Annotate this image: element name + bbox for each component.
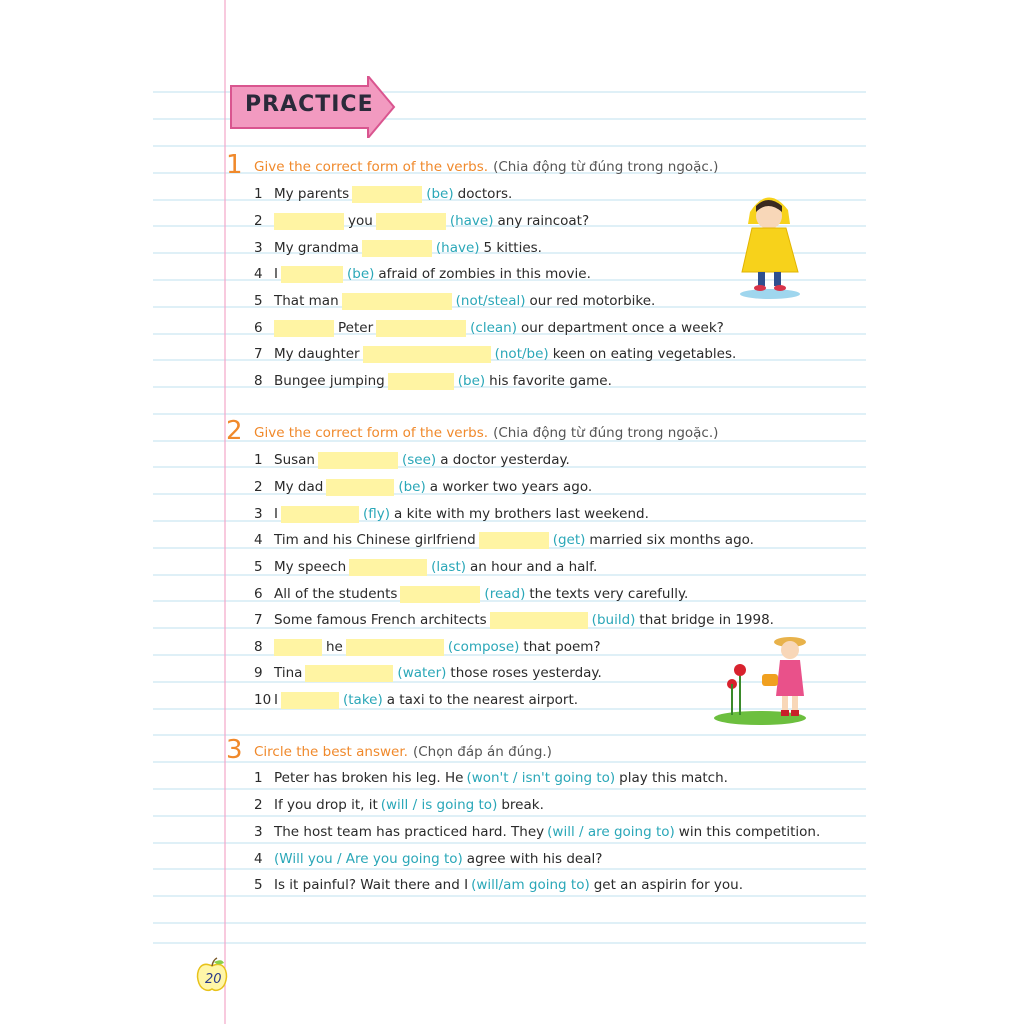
answer-blank[interactable] bbox=[281, 506, 359, 523]
section-instruction bbox=[254, 424, 718, 442]
item-text: any raincoat? bbox=[497, 213, 590, 229]
item-text: win this competition. bbox=[678, 824, 821, 840]
exercise-item bbox=[254, 291, 658, 311]
item-text: get an aspirin for you. bbox=[593, 877, 744, 893]
exercise-item bbox=[254, 637, 604, 657]
item-text: Peter has broken his leg. He bbox=[274, 770, 464, 786]
answer-options[interactable]: (Will you / Are you going to) bbox=[274, 851, 463, 867]
exercise-item bbox=[254, 238, 545, 258]
item-text: play this match. bbox=[619, 770, 728, 786]
verb-hint: (clean) bbox=[470, 320, 517, 336]
answer-options[interactable]: (won't / isn't going to) bbox=[466, 770, 616, 786]
item-text: My dad bbox=[274, 479, 324, 495]
item-text: All of the students bbox=[274, 586, 398, 602]
answer-blank[interactable] bbox=[349, 559, 427, 576]
instruction-text: Give the correct form of the verbs. bbox=[254, 425, 489, 441]
answer-blank[interactable] bbox=[352, 186, 422, 203]
item-text: that poem? bbox=[523, 639, 601, 655]
exercise-item bbox=[254, 450, 573, 470]
item-text: keen on eating vegetables. bbox=[552, 346, 737, 362]
answer-blank[interactable] bbox=[274, 213, 344, 230]
exercise-item bbox=[254, 504, 652, 524]
item-number: 8 bbox=[254, 639, 263, 655]
answer-blank[interactable] bbox=[388, 373, 454, 390]
verb-hint: (not/be) bbox=[494, 346, 549, 362]
item-text: Bungee jumping bbox=[274, 373, 385, 389]
verb-hint: (compose) bbox=[447, 639, 520, 655]
item-text: doctors. bbox=[457, 186, 513, 202]
item-text: My daughter bbox=[274, 346, 360, 362]
verb-hint: (read) bbox=[484, 586, 526, 602]
item-text: the texts very carefully. bbox=[529, 586, 689, 602]
item-text: Peter bbox=[338, 320, 374, 336]
verb-hint: (build) bbox=[591, 612, 636, 628]
item-text: that bridge in 1998. bbox=[639, 612, 774, 628]
answer-options[interactable]: (will/am going to) bbox=[471, 877, 590, 893]
item-text: a doctor yesterday. bbox=[440, 452, 570, 468]
item-number: 3 bbox=[254, 506, 263, 522]
instruction-translation: (Chia động từ đúng trong ngoặc.) bbox=[493, 425, 719, 441]
exercise-item bbox=[254, 557, 600, 577]
page-number: 20 bbox=[205, 972, 222, 987]
answer-options[interactable]: (will / is going to) bbox=[380, 797, 498, 813]
section-instruction bbox=[254, 158, 718, 176]
item-text: Tim and his Chinese girlfriend bbox=[274, 532, 476, 548]
verb-hint: (get) bbox=[552, 532, 586, 548]
item-number: 9 bbox=[254, 665, 263, 681]
exercise-item bbox=[254, 584, 691, 604]
item-text: an hour and a half. bbox=[470, 559, 598, 575]
answer-blank[interactable] bbox=[305, 665, 393, 682]
item-number: 6 bbox=[254, 320, 263, 336]
verb-hint: (be) bbox=[457, 373, 486, 389]
verb-hint: (see) bbox=[402, 452, 437, 468]
answer-blank[interactable] bbox=[318, 452, 398, 469]
exercise-item bbox=[254, 371, 615, 391]
item-text: break. bbox=[501, 797, 544, 813]
exercise-item bbox=[254, 318, 727, 338]
item-number: 5 bbox=[254, 293, 263, 309]
item-text: his favorite game. bbox=[489, 373, 612, 389]
answer-blank[interactable] bbox=[376, 320, 466, 337]
item-number: 10 bbox=[254, 692, 272, 708]
answer-blank[interactable] bbox=[490, 612, 588, 629]
item-text: our red motorbike. bbox=[529, 293, 656, 309]
item-text: That man bbox=[274, 293, 339, 309]
item-number: 4 bbox=[254, 851, 263, 867]
section-number: 1 bbox=[226, 150, 243, 180]
answer-options[interactable]: (will / are going to) bbox=[547, 824, 675, 840]
item-text: Is it painful? Wait there and I bbox=[274, 877, 469, 893]
exercise-item bbox=[254, 477, 595, 497]
instruction-translation: (Chọn đáp án đúng.) bbox=[412, 744, 552, 760]
item-number: 2 bbox=[254, 479, 263, 495]
answer-blank[interactable] bbox=[281, 266, 343, 283]
exercise-item bbox=[254, 875, 746, 895]
verb-hint: (not/steal) bbox=[455, 293, 526, 309]
instruction-translation: (Chia động từ đúng trong ngoặc.) bbox=[493, 159, 719, 175]
instruction-text: Circle the best answer. bbox=[254, 744, 408, 760]
item-number: 1 bbox=[254, 186, 263, 202]
item-number: 1 bbox=[254, 452, 263, 468]
item-text: married six months ago. bbox=[589, 532, 754, 548]
exercise-item bbox=[254, 610, 777, 630]
instruction-text: Give the correct form of the verbs. bbox=[254, 159, 489, 175]
item-number: 8 bbox=[254, 373, 263, 389]
item-text: I bbox=[274, 506, 278, 522]
item-text: I bbox=[274, 266, 278, 282]
item-text: My grandma bbox=[274, 240, 359, 256]
item-text: he bbox=[326, 639, 343, 655]
item-text: a worker two years ago. bbox=[429, 479, 593, 495]
section-number: 2 bbox=[226, 416, 243, 446]
exercise-item bbox=[254, 822, 823, 842]
verb-hint: (fly) bbox=[362, 506, 391, 522]
item-number: 7 bbox=[254, 612, 263, 628]
answer-blank[interactable] bbox=[400, 586, 480, 603]
item-text: a taxi to the nearest airport. bbox=[386, 692, 579, 708]
verb-hint: (water) bbox=[397, 665, 447, 681]
exercise-item bbox=[254, 530, 757, 550]
item-text: Tina bbox=[274, 665, 303, 681]
answer-blank[interactable] bbox=[274, 639, 322, 656]
answer-blank[interactable] bbox=[326, 479, 394, 496]
item-text: 5 kitties. bbox=[483, 240, 542, 256]
answer-blank[interactable] bbox=[479, 532, 549, 549]
verb-hint: (last) bbox=[431, 559, 467, 575]
exercise-item bbox=[254, 264, 594, 284]
answer-blank[interactable] bbox=[281, 692, 339, 709]
verb-hint: (have) bbox=[449, 213, 494, 229]
item-number: 4 bbox=[254, 532, 263, 548]
exercise-item bbox=[254, 344, 739, 364]
item-number: 1 bbox=[254, 770, 263, 786]
verb-hint: (be) bbox=[398, 479, 426, 495]
item-text: a kite with my brothers last weekend. bbox=[394, 506, 649, 522]
item-text: our department once a week? bbox=[520, 320, 724, 336]
item-number: 3 bbox=[254, 240, 263, 256]
item-number: 3 bbox=[254, 824, 263, 840]
item-number: 2 bbox=[254, 213, 263, 229]
exercise-item bbox=[254, 663, 605, 683]
answer-blank[interactable] bbox=[274, 320, 334, 337]
item-number: 5 bbox=[254, 877, 263, 893]
section-instruction bbox=[254, 743, 552, 761]
girl-watering-roses-illustration bbox=[710, 630, 814, 728]
item-text: Susan bbox=[274, 452, 315, 468]
item-number: 2 bbox=[254, 797, 263, 813]
item-text: you bbox=[348, 213, 373, 229]
verb-hint: (take) bbox=[342, 692, 383, 708]
verb-hint: (be) bbox=[426, 186, 454, 202]
item-text: those roses yesterday. bbox=[450, 665, 602, 681]
answer-blank[interactable] bbox=[342, 293, 452, 310]
item-text: I bbox=[274, 692, 278, 708]
answer-blank[interactable] bbox=[376, 213, 446, 230]
item-text: Some famous French architects bbox=[274, 612, 487, 628]
exercise-item bbox=[254, 690, 581, 710]
item-text: afraid of zombies in this movie. bbox=[378, 266, 591, 282]
exercise-item bbox=[254, 211, 592, 231]
verb-hint: (have) bbox=[435, 240, 480, 256]
verb-hint: (be) bbox=[346, 266, 375, 282]
section-number: 3 bbox=[226, 735, 243, 765]
exercise-item bbox=[254, 795, 547, 815]
item-number: 7 bbox=[254, 346, 263, 362]
item-text: If you drop it, it bbox=[274, 797, 378, 813]
item-number: 4 bbox=[254, 266, 263, 282]
item-text: agree with his deal? bbox=[466, 851, 603, 867]
exercise-item bbox=[254, 768, 731, 788]
item-text: The host team has practiced hard. They bbox=[274, 824, 545, 840]
practice-heading: PRACTICE bbox=[245, 92, 374, 117]
item-number: 5 bbox=[254, 559, 263, 575]
answer-blank[interactable] bbox=[346, 639, 444, 656]
answer-blank[interactable] bbox=[363, 346, 491, 363]
exercise-item bbox=[254, 849, 605, 869]
item-number: 6 bbox=[254, 586, 263, 602]
item-text: My parents bbox=[274, 186, 350, 202]
item-text: My speech bbox=[274, 559, 347, 575]
raincoat-child-illustration bbox=[728, 184, 812, 304]
exercise-item bbox=[254, 184, 515, 204]
answer-blank[interactable] bbox=[362, 240, 432, 257]
